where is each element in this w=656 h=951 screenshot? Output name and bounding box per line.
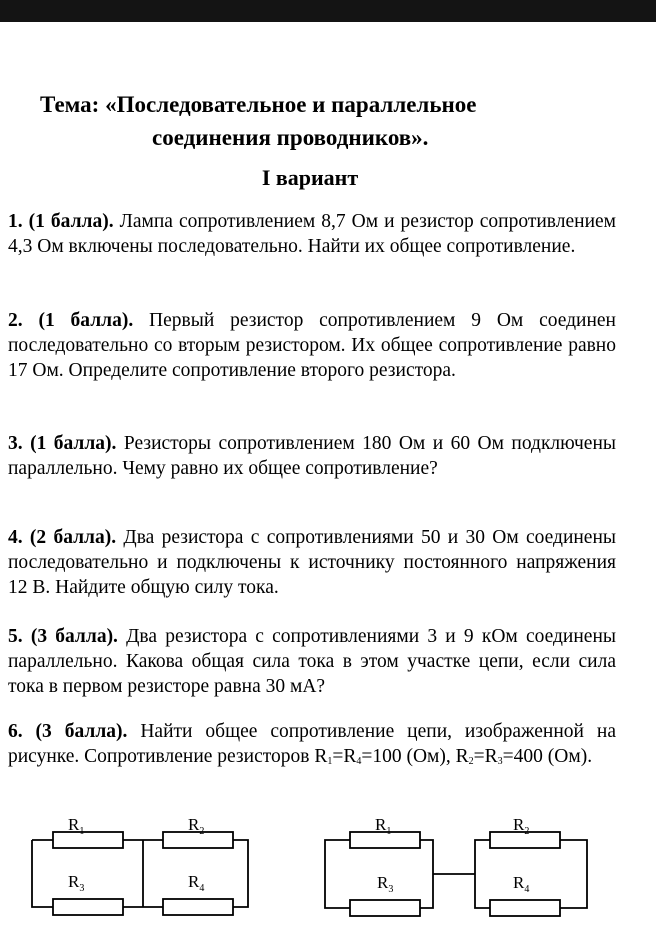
resistor-r1 <box>53 832 123 848</box>
label-r4: $R_4$ <box>513 873 530 895</box>
task-6-number: 6. (3 балла). <box>8 721 128 742</box>
task-4 <box>8 525 616 600</box>
title-line-2: соединения проводников». <box>152 125 429 150</box>
circuit-diagram-2 <box>315 812 615 927</box>
task-1-number: 1. (1 балла). <box>8 211 114 232</box>
task-5-text: Два резистора с сопротивлениями 3 и 9 кОм соединены параллельно. Какова общая сила тока в этом участке цепи, если сила тока в первом резисторе равна 30 мА? <box>8 626 616 697</box>
resistor-r3 <box>53 899 123 915</box>
task-1-text: Лампа сопротивлением 8,7 Ом и резистор сопротивлением 4,3 Ом включены последовательно. Найти их общее сопротивление. <box>8 211 616 257</box>
resistor-r1 <box>350 832 420 848</box>
task-5 <box>8 624 616 699</box>
resistor-r4 <box>490 900 560 916</box>
label-r2: $R_2$ <box>513 815 530 837</box>
resistor-r3 <box>350 900 420 916</box>
task-3 <box>8 431 616 481</box>
label-r1: $R_1$ <box>375 815 392 837</box>
variant-heading: I вариант <box>261 165 359 190</box>
label-r2: $R_2$ <box>188 815 205 837</box>
resistor-r2 <box>163 832 233 848</box>
page-title <box>40 88 600 154</box>
label-r3: $R_3$ <box>68 872 85 894</box>
task-3-number: 3. (1 балла). <box>8 433 117 454</box>
task-4-number: 4. (2 балла). <box>8 527 117 548</box>
task-1 <box>8 209 616 259</box>
task-6: 6. (3 балла). Найти общее сопротивление цепи, изображенной на рисунке. Сопротивление резисторов $R_1=R_4=100$ (Ом), $R_2=R_3=400$ (Ом). <box>8 721 616 767</box>
task-5-number: 5. (3 балла). <box>8 626 118 647</box>
top-bar <box>0 0 656 22</box>
title-line-1: Тема: «Последовательное и параллельное <box>40 92 477 117</box>
label-r3: $R_3$ <box>377 873 394 895</box>
task-2 <box>8 308 616 383</box>
label-r4: $R_4$ <box>188 872 205 894</box>
circuit-diagram-1 <box>20 812 260 922</box>
label-r1: $R_1$ <box>68 815 85 837</box>
task-2-number: 2. (1 балла). <box>8 310 134 331</box>
task-2-text: Первый резистор сопротивлением 9 Ом соединен последовательно со вторым резистором. Их общее сопротивление равно 17 Ом. Определите сопротивление второго резистора. <box>8 310 616 381</box>
task-3-text: Резисторы сопротивлением 180 Ом и 60 Ом подключены параллельно. Чему равно их общее сопротивление? <box>8 433 616 479</box>
task-4-text: Два резистора с сопротивлениями 50 и 30 Ом соединены последовательно и подключены к источнику постоянного напряжения 12 В. Найдите общую силу тока. <box>8 527 617 598</box>
resistor-r4 <box>163 899 233 915</box>
